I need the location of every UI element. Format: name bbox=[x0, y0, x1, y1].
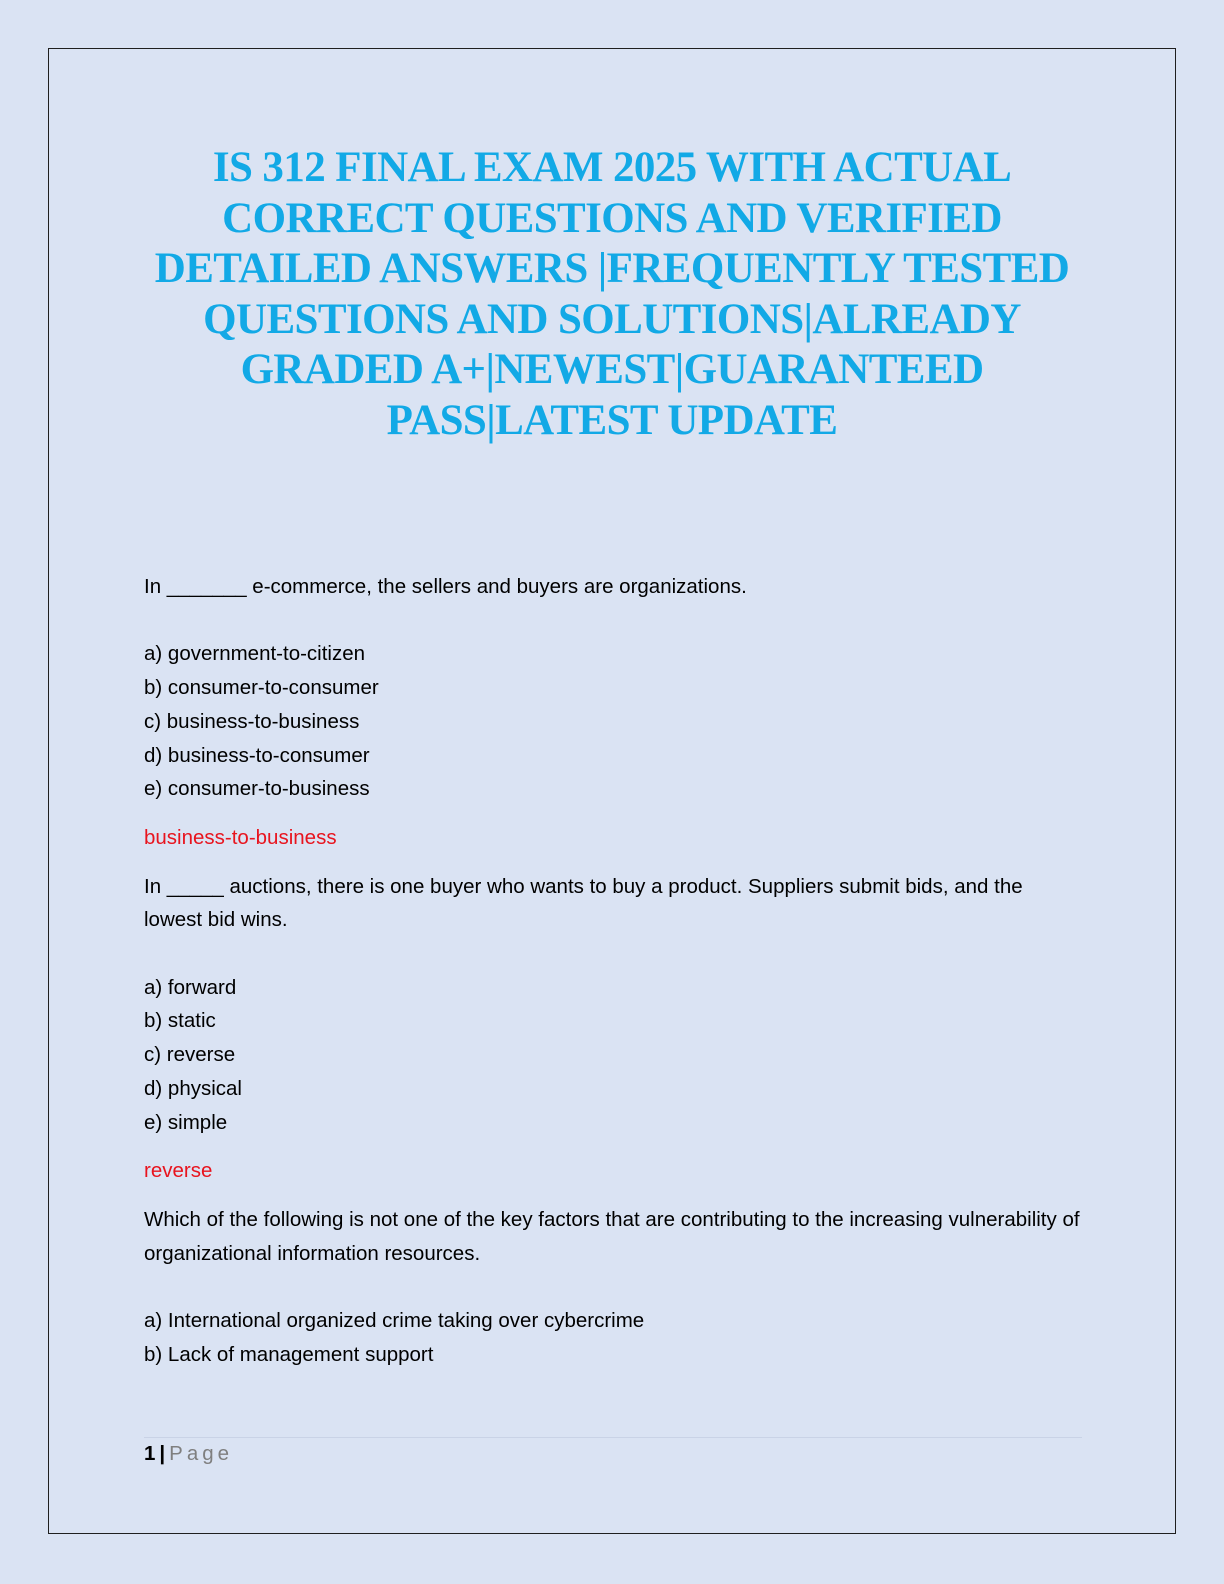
option-item: d) physical bbox=[144, 1076, 242, 1100]
question-text: In _______ e-commerce, the sellers and buyers are organizations. bbox=[144, 575, 747, 598]
answer-text: reverse bbox=[144, 1159, 213, 1183]
question-block bbox=[144, 1203, 1084, 1372]
option-item: d) business-to-consumer bbox=[144, 743, 370, 767]
page-footer bbox=[144, 1440, 233, 1468]
question-block bbox=[144, 570, 1084, 855]
option-list bbox=[144, 637, 1084, 806]
option-item: b) Lack of management support bbox=[144, 1342, 434, 1366]
answer-text: business-to-business bbox=[144, 825, 337, 849]
option-item: e) simple bbox=[144, 1110, 228, 1134]
option-item: a) forward bbox=[144, 975, 237, 999]
question-list bbox=[144, 570, 1084, 1371]
question-text: In _____ auctions, there is one buyer who wants to buy a product. Suppliers submit bids, and the lowest bid wins. bbox=[144, 874, 1023, 932]
question-text: Which of the following is not one of the key factors that are contributing to the increasing vulnerability of organizational information resources. bbox=[144, 1207, 1080, 1265]
page-number: 1 bbox=[144, 1442, 156, 1465]
option-item: b) consumer-to-consumer bbox=[144, 676, 379, 700]
option-item: a) government-to-citizen bbox=[144, 642, 366, 666]
document-title: IS 312 FINAL EXAM 2025 WITH ACTUAL CORRECT QUESTIONS AND VERIFIED DETAILED ANSWERS |FREQUENTLY TESTED QUESTIONS AND SOLUTIONS|ALREADY GRADED A+|NEWEST|GUARANTEED PASS|LATEST UPDATE bbox=[154, 144, 1070, 444]
question-block bbox=[144, 870, 1084, 1188]
option-item: b) static bbox=[144, 1009, 216, 1033]
option-list bbox=[144, 971, 1084, 1140]
option-list bbox=[144, 1304, 1084, 1371]
option-item: a) International organized crime taking over cybercrime bbox=[144, 1309, 645, 1333]
option-item: c) reverse bbox=[144, 1043, 236, 1067]
option-item: e) consumer-to-business bbox=[144, 777, 370, 801]
page-label: Page bbox=[169, 1442, 234, 1465]
footer-separator: | bbox=[159, 1442, 166, 1465]
footer-divider bbox=[144, 1437, 1082, 1438]
option-item: c) business-to-business bbox=[144, 709, 360, 733]
